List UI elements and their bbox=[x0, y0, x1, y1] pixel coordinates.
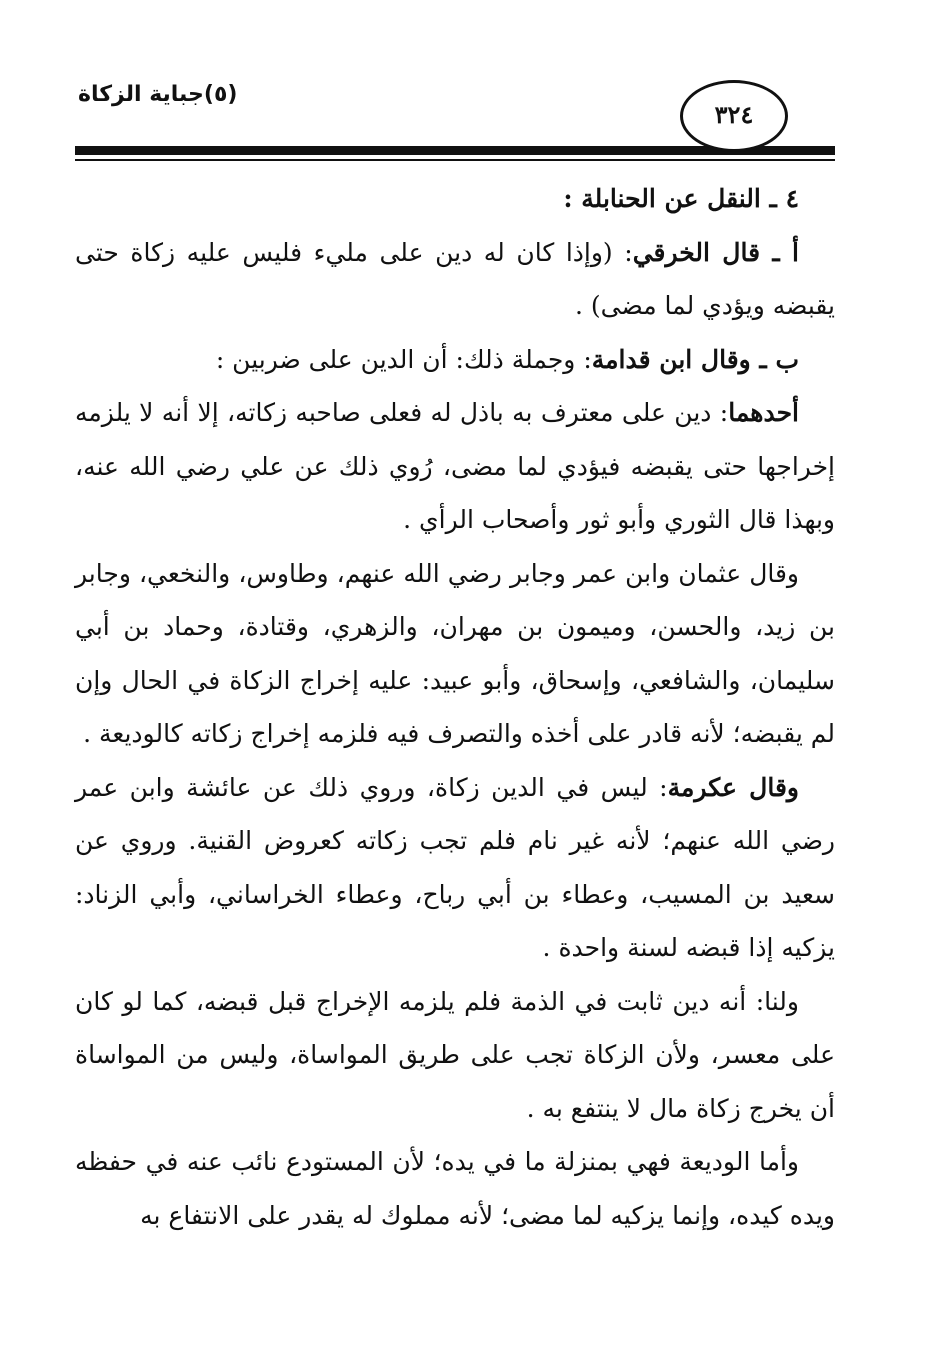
text-ikrima: : ليس في الدين زكاة، وروي ذلك عن عائشة وابن عمر رضي الله عنهم؛ لأنه غير نام فلم تجب زكاته كعروض القنية. وروي عن سعيد بن المسيب، وعطاء بن أبي رباح، وعطاء الخراساني، وأبي الزناد: يزكيه إذا قبضه لسنة واحدة . bbox=[75, 772, 835, 962]
paragraph-kharqi bbox=[75, 226, 835, 333]
page-header bbox=[0, 0, 945, 190]
paragraph-ibn-qudama bbox=[75, 333, 835, 387]
quote-kharqi: : (وإذا كان له دين على مليء فليس عليه زكاة حتى يقبضه ويؤدي لما مضى) . bbox=[75, 237, 835, 320]
paragraph-ikrima bbox=[75, 761, 835, 975]
page-body bbox=[75, 172, 835, 1242]
series-title: (٥)جباية الزكاة bbox=[78, 82, 238, 107]
speaker-kharqi: أ ـ قال الخرقي bbox=[632, 237, 799, 267]
speaker-ibn-qudama: ب ـ وقال ابن قدامة bbox=[591, 344, 799, 374]
page-number: ٣٢٤ bbox=[714, 100, 754, 129]
section-heading: ٤ ـ النقل عن الحنابلة : bbox=[563, 184, 799, 213]
label-first-type: أحدهما bbox=[728, 398, 799, 427]
paragraph-deposit: وأما الوديعة فهي بمنزلة ما في يده؛ لأن المستودع نائب عنه في حفظه ويده كيده، وإنما يزكيه لما مضى؛ لأنه مملوك له يقدر على الانتفاع به bbox=[75, 1147, 835, 1230]
page-number-oval bbox=[680, 80, 788, 152]
text-first-type: : دين على معترف به باذل له فعلى صاحبه زكاته، إلا أنه لا يلزمه إخراجها حتى يقبضه فيؤدي لما مضى، رُوي ذلك عن علي رضي الله عنه، وبهذا قال الثوري وأبو ثور وأصحاب الرأي . bbox=[75, 398, 835, 534]
header-rule-thin bbox=[75, 159, 835, 161]
quote-ibn-qudama: : وجملة ذلك: أن الدين على ضربين : bbox=[215, 344, 592, 374]
speaker-ikrima: وقال عكرمة bbox=[667, 772, 799, 802]
paragraph-uthman: وقال عثمان وابن عمر وجابر رضي الله عنهم، وطاوس، والنخعي، وجابر بن زيد، والحسن، وميمون بن مهران، والزهري، وقتادة، وحماد بن أبي سليمان، والشافعي، وإسحاق، وأبو عبيد: عليه إخراج الزكاة في الحال وإن لم يقبضه؛ لأنه قادر على أخذه والتصرف فيه فلزمه إخراج زكاته كالوديعة . bbox=[75, 558, 835, 748]
paragraph-first-type bbox=[75, 386, 835, 547]
paragraph-our-view: ولنا: أنه دين ثابت في الذمة فلم يلزمه الإخراج قبل قبضه، كما لو كان على معسر، ولأن الزكاة تجب على طريق المواساة، وليس من المواساة أن يخرج زكاة مال لا ينتفع به . bbox=[75, 986, 835, 1123]
